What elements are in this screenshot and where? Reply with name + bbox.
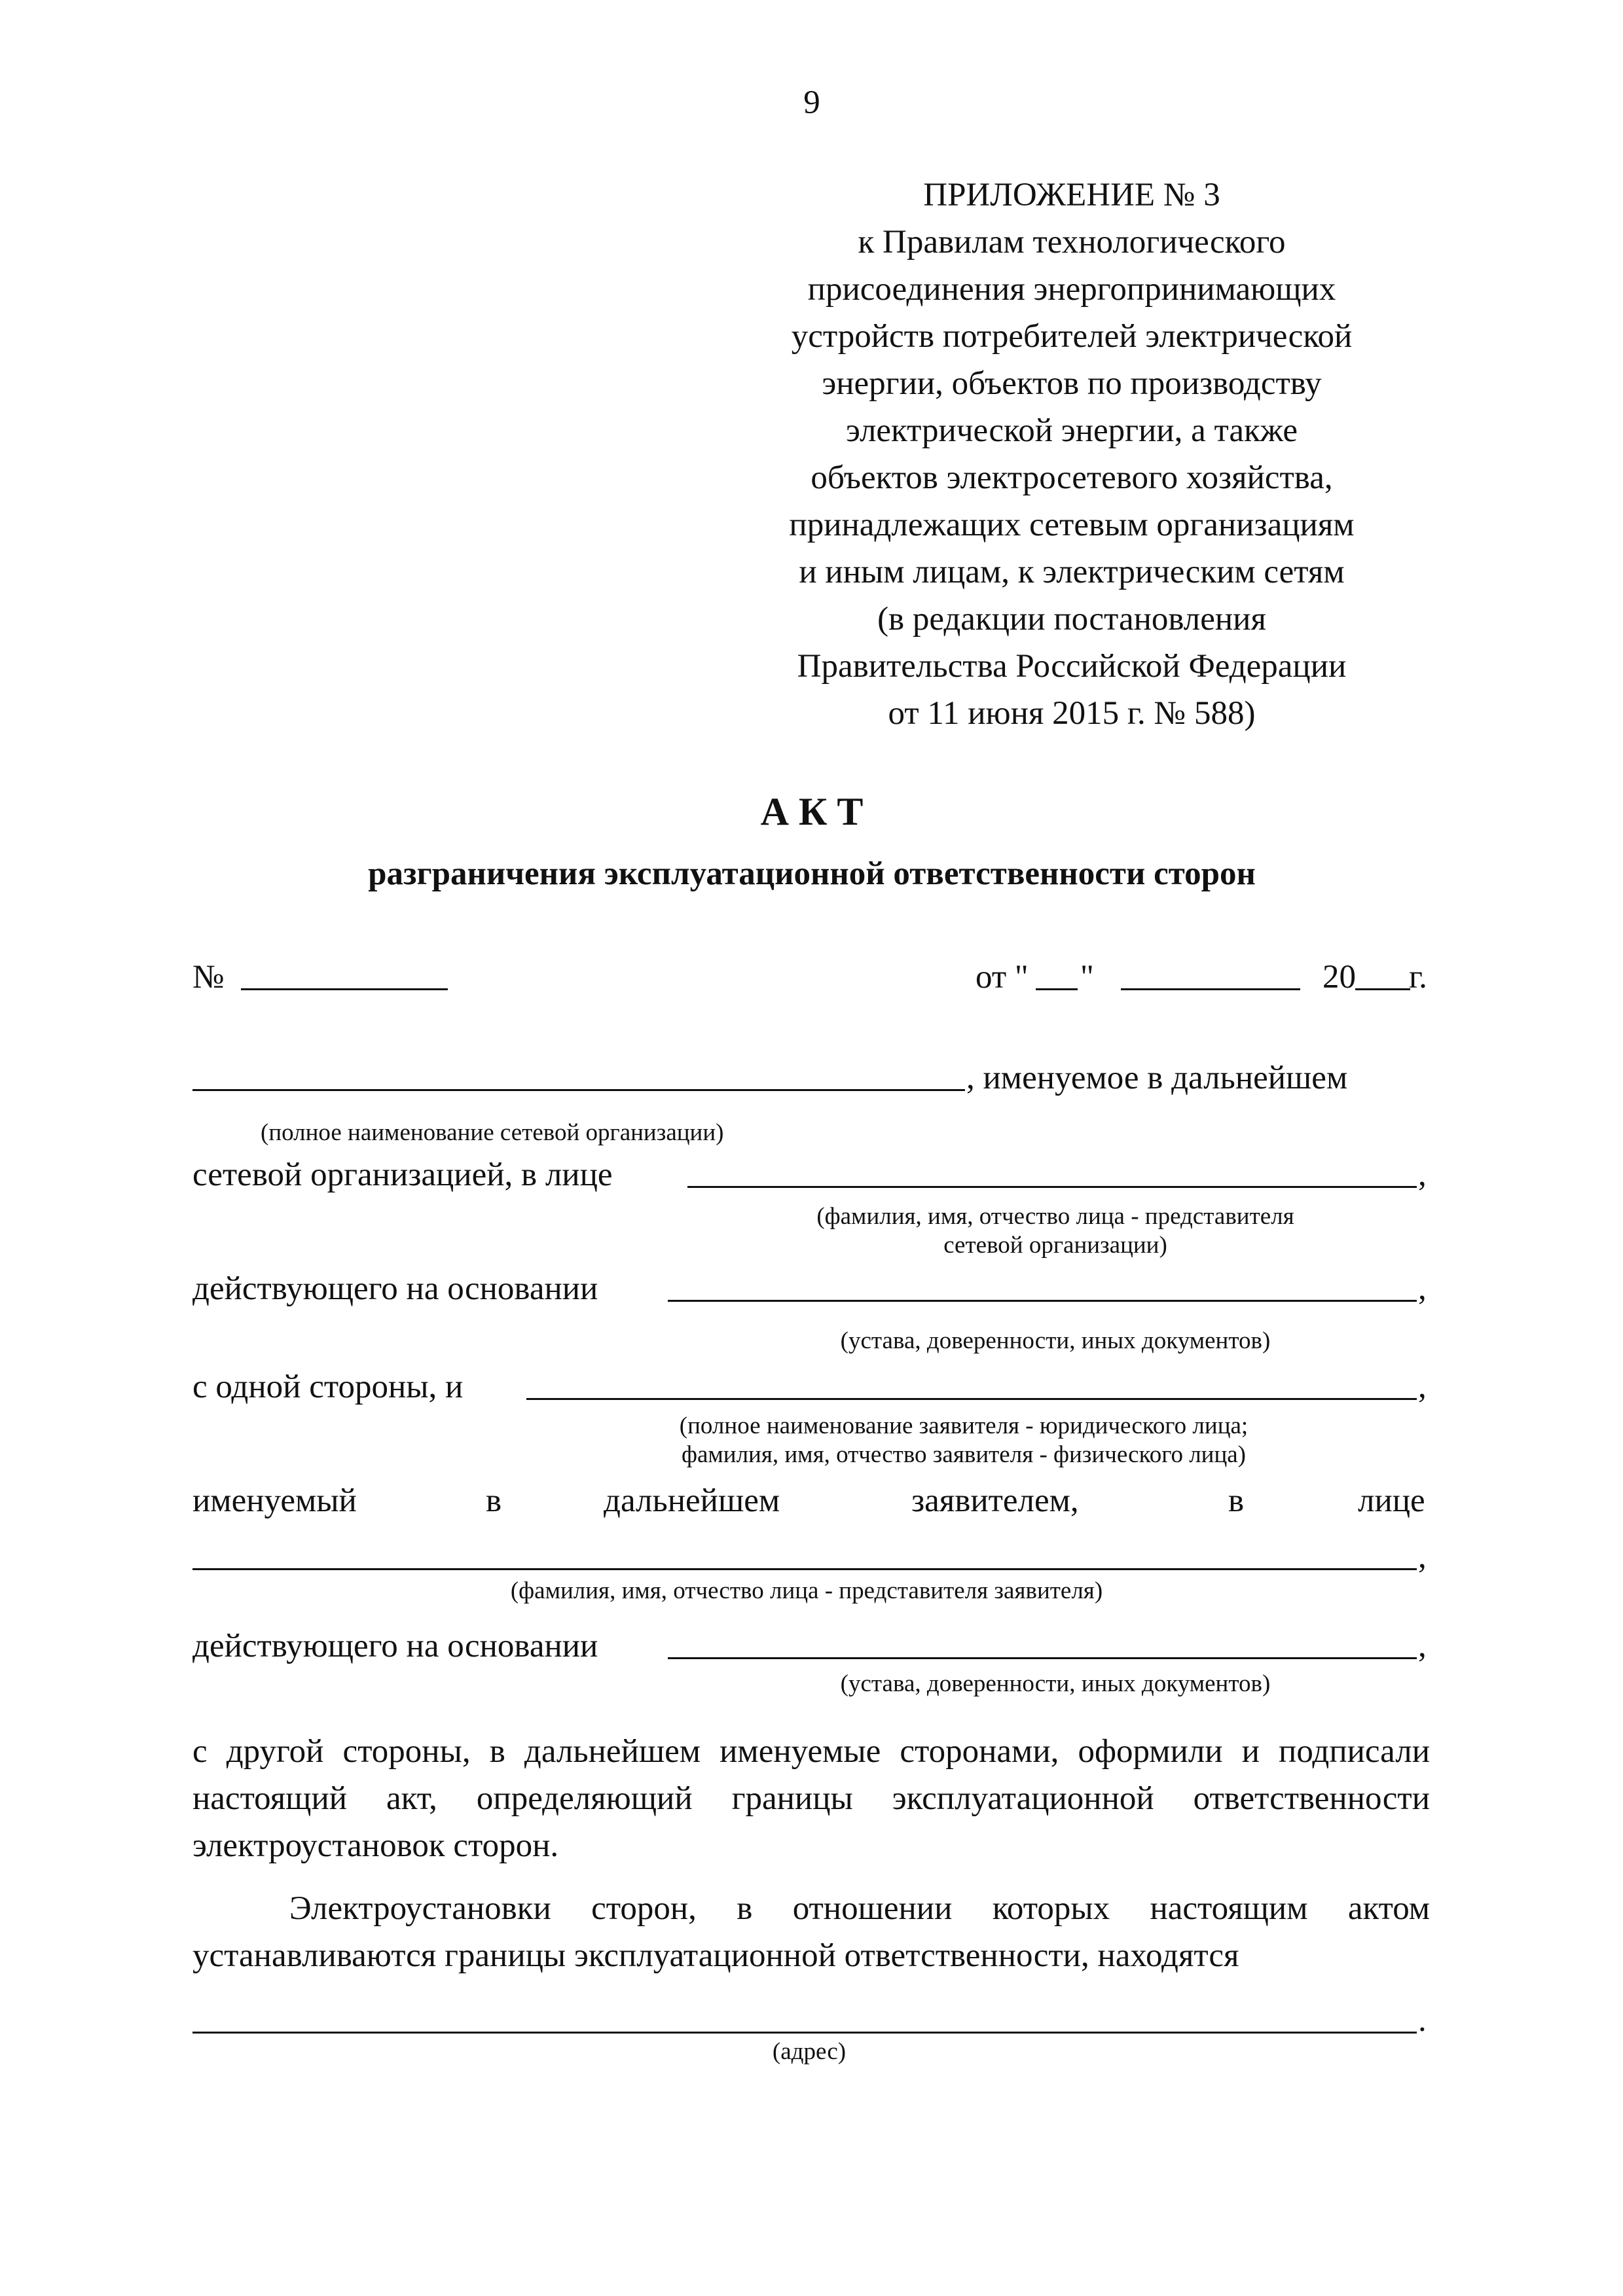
comma: , (1418, 1628, 1427, 1664)
named-word: в (486, 1482, 502, 1519)
year-prefix: 20 (1322, 959, 1356, 996)
other-side-paragraph: с другой стороны, в дальнейшем именуемые сторонами, оформили и подписали настоящий акт, определяющий границы эксплуатационной ответственности электроустановок сторон. (192, 1733, 1430, 1864)
hint-network-org: (полное наименование сетевой организации) (261, 1119, 724, 1146)
number-label: № (192, 959, 225, 996)
applicant-field[interactable] (526, 1398, 1417, 1400)
act-subtitle: разграничения эксплуатационной ответственности сторон (368, 855, 1256, 892)
appendix-line: от 11 июня 2015 г. № 588) (888, 695, 1256, 732)
network-basis-field[interactable] (668, 1300, 1417, 1302)
named-word: дальнейшем (604, 1482, 780, 1519)
named-word: лице (1358, 1482, 1425, 1519)
hint-rep-line1: (фамилия, имя, отчество лица - представителя (816, 1203, 1294, 1230)
period: . (1418, 2002, 1427, 2039)
named-word: в (1228, 1482, 1245, 1519)
comma: , (1418, 1270, 1427, 1307)
network-org-field[interactable] (192, 1089, 965, 1091)
acting-basis-label: действующего на основании (192, 1628, 598, 1664)
appendix-line: присоединения энергопринимающих (807, 271, 1336, 308)
date-quote: " (1080, 959, 1094, 996)
appendix-line: энергии, объектов по производству (822, 365, 1322, 402)
hint-rep-line2: сетевой организации) (943, 1232, 1167, 1259)
named-word: заявителем, (911, 1482, 1079, 1519)
appendix-line: устройств потребителей электрической (791, 318, 1353, 355)
appendix-line: Правительства Российской Федерации (797, 648, 1347, 685)
comma: , (1418, 1157, 1427, 1193)
appendix-line: и иным лицам, к электрическим сетям (799, 554, 1345, 590)
date-day-field[interactable] (1036, 988, 1078, 990)
comma: , (1418, 1369, 1427, 1405)
appendix-title: ПРИЛОЖЕНИЕ № 3 (923, 177, 1220, 213)
network-rep-field[interactable] (687, 1186, 1417, 1188)
hint-docs: (устава, доверенности, иных документов) (840, 1670, 1271, 1697)
appendix-line: к Правилам технологического (858, 224, 1286, 260)
named-word: именуемый (192, 1482, 357, 1519)
date-month-field[interactable] (1121, 988, 1300, 990)
appendix-line: (в редакции постановления (877, 601, 1266, 637)
year-suffix: г. (1409, 959, 1427, 996)
applicant-basis-field[interactable] (668, 1657, 1417, 1659)
hint-applicant-rep: (фамилия, имя, отчество лица - представителя заявителя) (510, 1577, 1103, 1604)
appendix-line: объектов электросетевого хозяйства, (811, 459, 1333, 496)
installations-paragraph: Электроустановки сторон, в отношении которых настоящим актом устанавливаются границы эксплуатационной ответственности, находятся (192, 1890, 1430, 1974)
hint-applicant-line1: (полное наименование заявителя - юридического лица; (679, 1412, 1249, 1439)
named-hereinafter: , именуемое в дальнейшем (966, 1060, 1348, 1096)
acting-basis-label: действующего на основании (192, 1270, 598, 1307)
appendix-header (789, 171, 1354, 737)
network-org-person-label: сетевой организацией, в лице (192, 1157, 613, 1193)
comma: , (1418, 1539, 1427, 1575)
hint-address: (адрес) (772, 2038, 847, 2065)
page-number: 9 (803, 84, 820, 121)
act-title: А К Т (760, 790, 864, 833)
number-field[interactable] (241, 988, 448, 990)
appendix-line: электрической энергии, а также (845, 412, 1298, 449)
hint-applicant-line2: фамилия, имя, отчество заявителя - физического лица) (681, 1441, 1247, 1468)
date-from-label: от " (976, 959, 1029, 996)
hint-docs: (устава, доверенности, иных документов) (840, 1327, 1271, 1354)
appendix-line: принадлежащих сетевым организациям (789, 507, 1355, 543)
address-field[interactable] (192, 2032, 1417, 2034)
applicant-rep-field[interactable] (192, 1568, 1417, 1570)
one-side-label: с одной стороны, и (192, 1369, 464, 1405)
date-year-field[interactable] (1355, 988, 1410, 990)
